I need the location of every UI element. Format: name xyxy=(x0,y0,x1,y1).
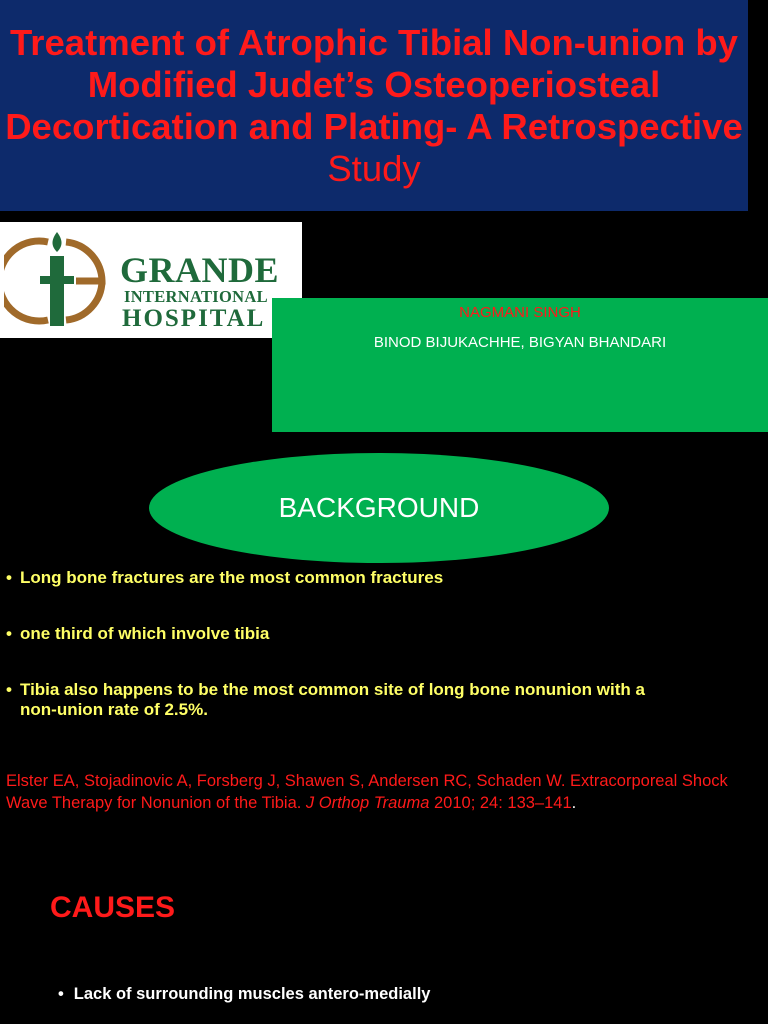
bullet-icon: • xyxy=(6,568,12,587)
hospital-logo xyxy=(0,222,302,338)
main-author: NAGMANI SINGH xyxy=(459,304,581,321)
poster-title-last-word: Study xyxy=(327,148,421,189)
background-heading-ellipse xyxy=(149,453,609,563)
bullet-icon: • xyxy=(58,985,64,1003)
causes-heading: CAUSES xyxy=(50,891,176,924)
citation-end: . xyxy=(571,794,577,812)
bullet-text: Tibia also happens to be the most common site of long bone nonunion with a non-union rate of 2.5%. xyxy=(20,680,645,719)
cause-item xyxy=(58,984,430,1004)
logo-name-line3: HOSPITAL xyxy=(122,305,266,332)
background-heading: BACKGROUND xyxy=(278,492,480,523)
reference-citation xyxy=(6,770,746,814)
bullet-item xyxy=(6,624,746,644)
bullet-item xyxy=(6,680,646,720)
authors-panel xyxy=(272,298,768,432)
bullet-item xyxy=(6,568,746,588)
citation-details: 2010; 24: 133–141 xyxy=(429,794,572,812)
cause-text: Lack of surrounding muscles antero-medially xyxy=(73,985,431,1003)
citation-journal: J Orthop Trauma xyxy=(305,794,430,812)
title-banner xyxy=(0,0,748,211)
bullet-icon: • xyxy=(6,624,12,643)
bullet-text: Long bone fractures are the most common fractures xyxy=(20,568,444,587)
gi-monogram-icon xyxy=(4,228,110,334)
logo-name-line1: GRANDE xyxy=(120,250,280,290)
poster-title xyxy=(0,22,748,190)
poster-title-main: Treatment of Atrophic Tibial Non-union by Modified Judet’s Osteoperiosteal Decortication and Plating- A Retrospective xyxy=(5,22,743,147)
logo-name-line2: INTERNATIONAL xyxy=(124,287,268,306)
citation-authors-title: Elster EA, Stojadinovic A, Forsberg J, Shawen S, Andersen RC, Schaden W. Extracorporeal Shock Wave Therapy for Nonunion of the Tibia. xyxy=(6,772,728,812)
bullet-icon: • xyxy=(6,680,12,699)
co-authors: BINOD BIJUKACHHE, BIGYAN BHANDARI xyxy=(373,334,667,351)
bullet-text: one third of which involve tibia xyxy=(20,624,270,643)
